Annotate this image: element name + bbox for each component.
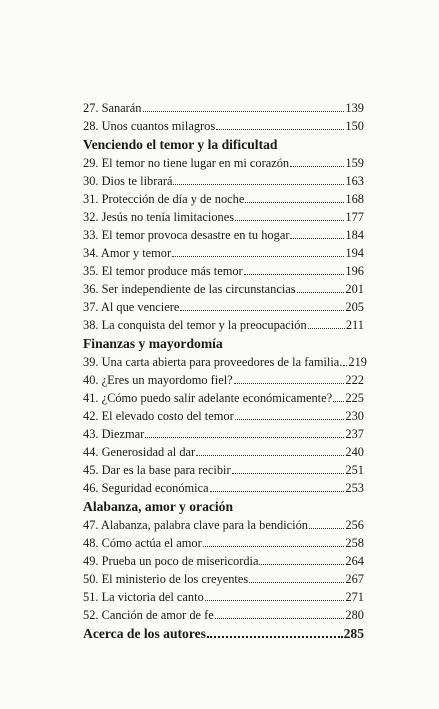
toc-entry-page: 285 xyxy=(343,626,364,641)
dot-leader xyxy=(235,419,345,420)
toc-entry xyxy=(83,606,364,624)
toc-entry xyxy=(83,244,364,262)
toc-entry xyxy=(83,190,364,208)
toc-entry xyxy=(83,570,364,588)
toc-entry-title: 44. Generosidad al dar xyxy=(83,445,196,459)
toc-entry-closing xyxy=(83,624,364,644)
dot-leader xyxy=(216,129,344,130)
toc-entry-title: 49. Prueba un poco de misericordia xyxy=(83,554,259,568)
toc-entry xyxy=(83,407,364,425)
toc-entry-page: 230 xyxy=(345,409,364,423)
dot-leader xyxy=(215,618,345,619)
toc-entry-title: 41. ¿Cómo puedo salir adelante económicamente? xyxy=(83,391,333,405)
toc-entry-page: 256 xyxy=(345,518,364,532)
toc-entry xyxy=(83,461,364,479)
toc-entry xyxy=(83,534,364,552)
toc-entry xyxy=(83,226,364,244)
toc-entry-title: 30. Dios te librará xyxy=(83,174,173,188)
toc-entry xyxy=(83,516,364,534)
toc-entry-page: 280 xyxy=(345,608,364,622)
toc-entry-title: 34. Amor y temor xyxy=(83,246,172,260)
toc-entry-title: 32. Jesús no tenía limitaciones xyxy=(83,210,235,224)
toc-entry xyxy=(83,389,364,407)
toc-entry xyxy=(83,208,364,226)
dot-leader xyxy=(143,111,345,112)
dot-leader xyxy=(232,473,345,474)
dot-leader xyxy=(205,600,345,601)
toc-entry-page: 240 xyxy=(345,445,364,459)
toc-entry-title: 50. El ministerio de los creyentes xyxy=(83,572,249,586)
section-heading: Alabanza, amor y oración xyxy=(83,499,234,514)
toc-entry-page: 267 xyxy=(345,572,364,586)
dot-leader xyxy=(145,437,344,438)
toc-entry-page: 271 xyxy=(345,590,364,604)
toc-entry-page: 159 xyxy=(345,156,364,170)
dot-leader xyxy=(172,256,344,257)
toc-entry-page: 253 xyxy=(345,481,364,495)
dot-leader xyxy=(180,310,344,311)
dot-leader xyxy=(290,238,344,239)
toc-entry xyxy=(83,552,364,570)
toc-entry xyxy=(83,154,364,172)
dot-leader xyxy=(244,274,345,275)
dot-leader xyxy=(290,166,344,167)
toc-entry-page: 201 xyxy=(345,282,364,296)
toc-entry xyxy=(83,99,364,117)
toc-entry-title: 35. El temor produce más temor xyxy=(83,264,243,278)
dot-leader xyxy=(333,401,344,402)
toc-entry-title: 33. El temor provoca desastre en tu hogar xyxy=(83,228,290,242)
toc-entry-page: 264 xyxy=(345,554,364,568)
dot-leader xyxy=(245,202,344,203)
toc-entry-page: 258 xyxy=(345,536,364,550)
dot-leader xyxy=(207,636,343,638)
toc-entry-title: 47. Alabanza, palabra clave para la bendición xyxy=(83,518,308,532)
toc-entry-title: 36. Ser independiente de las circunstancias xyxy=(83,282,296,296)
dot-leader xyxy=(259,564,344,565)
toc-entry xyxy=(83,479,364,497)
toc-entry-title: 39. Una carta abierta para proveedores de la familia. xyxy=(83,355,343,369)
toc-entry-page: 184 xyxy=(345,228,364,242)
section-heading: Finanzas y mayordomía xyxy=(83,336,223,351)
dot-leader xyxy=(249,582,344,583)
toc-entry xyxy=(83,172,364,190)
dot-leader xyxy=(203,546,345,547)
toc-entry-page: 225 xyxy=(345,391,364,405)
toc-entry xyxy=(83,298,364,316)
dot-leader xyxy=(309,528,344,529)
toc-entry-page: 139 xyxy=(345,101,364,115)
toc-entry-title: 48. Cómo actúa el amor xyxy=(83,536,202,550)
dot-leader xyxy=(196,455,344,456)
toc-entry-page: 205 xyxy=(345,300,364,314)
toc-entry-page: 251 xyxy=(345,463,364,477)
toc-entry-page: 237 xyxy=(345,427,364,441)
toc-entry-title: 45. Dar es la base para recibir xyxy=(83,463,231,477)
toc-entry-page: 196 xyxy=(345,264,364,278)
toc-entry-title: 37. Al que venciere xyxy=(83,300,180,314)
dot-leader xyxy=(297,292,345,293)
toc-entry xyxy=(83,280,364,298)
dot-leader xyxy=(343,365,347,366)
section-heading: Venciendo el temor y la dificultad xyxy=(83,137,278,152)
toc-entry-title: 43. Diezmar xyxy=(83,427,145,441)
toc-entry xyxy=(83,353,367,371)
dot-leader xyxy=(308,328,345,329)
toc-entry-title: 28. Unos cuantos milagros xyxy=(83,119,216,133)
dot-leader xyxy=(235,220,344,221)
toc-entry-title: 31. Protección de día y de noche xyxy=(83,192,245,206)
toc-entry-page: 177 xyxy=(345,210,364,224)
toc-entry-title: Acerca de los autores xyxy=(83,626,206,641)
toc-entry-page: 211 xyxy=(345,318,364,332)
toc-entry-title: 29. El temor no tiene lugar en mi corazón xyxy=(83,156,290,170)
toc-entry-page: 219 xyxy=(348,355,367,369)
dot-leader xyxy=(173,184,344,185)
toc-entry-title: 52. Canción de amor de fe xyxy=(83,608,214,622)
toc-entry xyxy=(83,371,364,389)
dot-leader xyxy=(234,383,345,384)
toc-entry-page: 222 xyxy=(345,373,364,387)
toc-entry-page: 194 xyxy=(345,246,364,260)
toc-entry-title: 46. Seguridad económica xyxy=(83,481,209,495)
toc-entry-page: 150 xyxy=(345,119,364,133)
dot-leader xyxy=(210,491,345,492)
toc-entry-title: 27. Sanarán xyxy=(83,101,142,115)
toc-entry xyxy=(83,443,364,461)
toc-entry-title: 40. ¿Eres un mayordomo fiel? xyxy=(83,373,233,387)
toc-entry-page: 163 xyxy=(345,174,364,188)
toc-entry xyxy=(83,425,364,443)
toc-entry xyxy=(83,316,364,334)
toc-entry-title: 42. El elevado costo del temor xyxy=(83,409,234,423)
toc-entry xyxy=(83,262,364,280)
toc-entry xyxy=(83,117,364,135)
toc-entry-title: 51. La victoria del canto xyxy=(83,590,204,604)
toc-entry-page: 168 xyxy=(345,192,364,206)
table-of-contents xyxy=(83,99,367,644)
toc-entry-title: 38. La conquista del temor y la preocupación xyxy=(83,318,307,332)
toc-entry xyxy=(83,588,364,606)
